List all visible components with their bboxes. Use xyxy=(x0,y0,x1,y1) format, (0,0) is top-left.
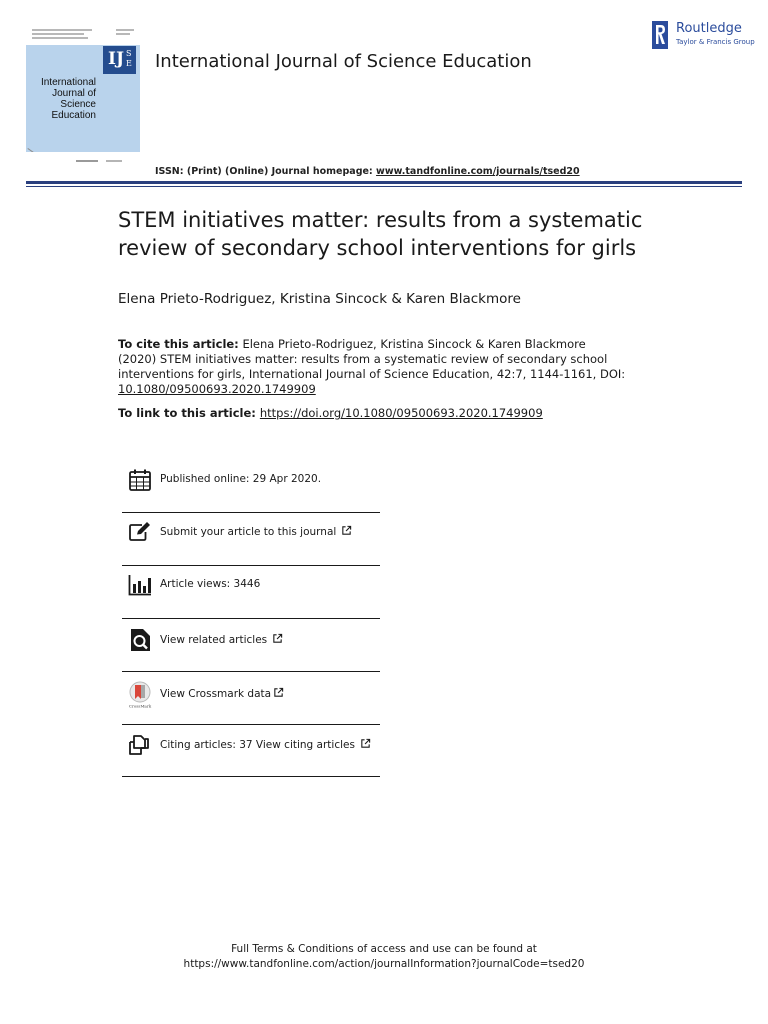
journal-cover xyxy=(26,23,140,177)
citing-articles-link[interactable] xyxy=(124,733,380,759)
bar-chart-icon xyxy=(128,573,152,597)
publisher-logo xyxy=(652,21,755,49)
article-views-row xyxy=(124,573,380,599)
svg-text:CrossMark: CrossMark xyxy=(128,703,152,709)
divider xyxy=(122,565,380,566)
citing-articles-label: Citing articles: 37 View citing articles xyxy=(160,738,371,751)
external-link-icon xyxy=(272,633,283,644)
routledge-r-icon xyxy=(652,21,668,49)
journal-logo: IJ S E xyxy=(103,46,136,74)
publisher-name: Routledge xyxy=(676,21,742,36)
cover-footer-band xyxy=(26,152,140,177)
crossmark-label: View Crossmark data xyxy=(160,687,284,700)
external-link-icon xyxy=(341,525,352,536)
footer-terms-url[interactable]: https://www.tandfonline.com/action/journalInformation?journalCode=tsed20 xyxy=(183,958,585,970)
link-label: To link to this article: xyxy=(118,406,260,420)
article-title: STEM initiatives matter: results from a systematic review of secondary school interventions for girls xyxy=(118,208,643,260)
citing-articles-icon xyxy=(128,733,152,757)
citation-block: To cite this article: Elena Prieto-Rodriguez, Kristina Sincock & Karen Blackmore (2020) STEM initiatives matter: results from a systematic review of secondary school interventions for girls, International Journal of Science Education, 42:7, 1144-1161, DOI: 10.1080/09500693.2020.1749909 xyxy=(118,337,626,396)
issn-line xyxy=(155,166,580,177)
divider xyxy=(122,724,380,725)
divider xyxy=(122,512,380,513)
related-articles-link[interactable] xyxy=(124,628,380,654)
related-articles-label: View related articles xyxy=(160,633,283,646)
issn-text: ISSN: (Print) (Online) Journal homepage: xyxy=(155,166,377,177)
footer xyxy=(0,942,768,972)
cover-journal-name: International Journal of Science Education xyxy=(40,77,96,121)
article-views-label: Article views: 3446 xyxy=(160,578,261,590)
cover-header-band xyxy=(26,23,140,45)
header-rule xyxy=(26,181,742,184)
journal-title: International Journal of Science Education xyxy=(155,51,532,72)
calendar-icon xyxy=(128,468,152,492)
header-rule-thin xyxy=(26,186,742,187)
related-articles-icon xyxy=(128,628,152,652)
published-online-row xyxy=(124,468,380,494)
divider xyxy=(122,776,380,777)
article-authors: Elena Prieto-Rodriguez, Kristina Sincock & Karen Blackmore xyxy=(118,291,521,307)
edit-icon xyxy=(128,520,152,544)
crossmark-link[interactable] xyxy=(124,681,380,709)
footer-terms-text: Full Terms & Conditions of access and use can be found at xyxy=(231,943,537,955)
external-link-icon xyxy=(273,687,284,698)
publisher-group: Taylor & Francis Group xyxy=(676,38,755,46)
submit-article-link[interactable] xyxy=(124,520,380,546)
cite-label: To cite this article: xyxy=(118,337,239,351)
journal-homepage-link[interactable]: www.tandfonline.com/journals/tsed20 xyxy=(376,166,580,177)
external-link-icon xyxy=(360,738,371,749)
submit-article-label: Submit your article to this journal xyxy=(160,525,352,538)
crossmark-icon xyxy=(128,681,152,709)
article-link-line xyxy=(118,406,543,420)
published-online-label: Published online: 29 Apr 2020. xyxy=(160,473,322,485)
divider xyxy=(122,618,380,619)
divider xyxy=(122,671,380,672)
article-doi-url[interactable]: https://doi.org/10.1080/09500693.2020.1749909 xyxy=(259,406,543,420)
doi-link[interactable]: 10.1080/09500693.2020.1749909 xyxy=(118,382,316,396)
